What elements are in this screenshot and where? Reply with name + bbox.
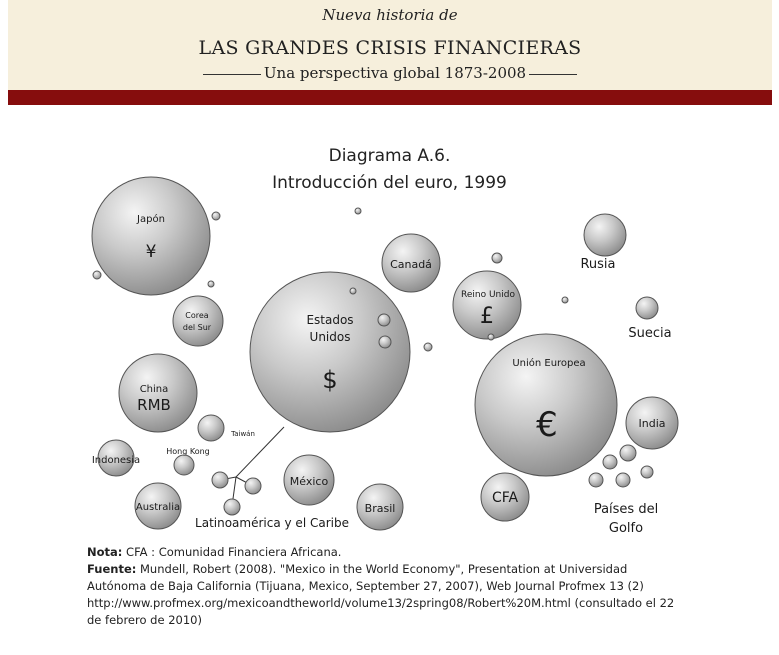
label-suecia: Suecia — [628, 326, 672, 341]
label-cfa: CFA — [491, 490, 519, 506]
label-golfo-2: Golfo — [608, 521, 644, 536]
book-series: Nueva historia de — [322, 6, 458, 24]
bubble-hong-kong — [174, 455, 194, 475]
bubble-latam-2 — [245, 478, 261, 494]
label-japon: Japón — [137, 214, 165, 225]
book-title: LAS GRANDES CRISIS FINANCIERAS — [198, 37, 582, 59]
label-corea-2: del Sur — [182, 323, 212, 332]
label-china: China — [139, 384, 169, 395]
label-taiwan: Taiwán — [231, 430, 255, 438]
bubble-taiwan — [198, 415, 224, 441]
bubble-golfo-4 — [616, 473, 630, 487]
bubble-japon — [92, 177, 210, 295]
bubble-latam-3 — [224, 499, 240, 515]
bubble-latam-1 — [212, 472, 228, 488]
label-corea-1: Corea — [185, 311, 209, 320]
source-text: Mundell, Robert (2008). "Mexico in the World Economy", Presentation at Universidad Autónoma de Baja California (Tijuana, Mexico, September 27, 2007), Web Journal Profmex 13 (2) http://www.profmex.org/mexicoandtheworld/volume13/2spring08/Robert%20M.html (consultado el 22 de febrero de 2010) — [87, 562, 675, 627]
bubble-golfo-1 — [603, 455, 617, 469]
label-rmb: RMB — [137, 396, 171, 414]
bubble-rusia — [584, 214, 626, 256]
label-brasil: Brasil — [364, 502, 396, 515]
bubble-small — [208, 281, 214, 287]
bubble-small — [424, 343, 432, 351]
book-subtitle: Una perspectiva global 1873-2008 — [263, 64, 527, 82]
source-notes — [87, 544, 687, 629]
bubble-golfo-2 — [620, 445, 636, 461]
bubble-small — [93, 271, 101, 279]
bubble-small — [350, 288, 356, 294]
bubble-small — [562, 297, 568, 303]
label-australia: Australia — [135, 502, 181, 513]
bubble-estados-unidos — [250, 272, 410, 432]
bubble-golfo-5 — [641, 466, 653, 478]
bubble-small — [355, 208, 361, 214]
label-reino-unido: Reino Unido — [461, 290, 515, 300]
symbol-pound: £ — [480, 304, 494, 329]
label-mexico: México — [289, 475, 329, 488]
label-estados-unidos-2: Unidos — [309, 330, 351, 344]
label-hong-kong: Hong Kong — [166, 447, 210, 456]
label-golfo-1: Países del — [593, 502, 659, 517]
label-union-europea: Unión Europea — [512, 358, 586, 369]
symbol-yen: ¥ — [145, 242, 157, 262]
source-label: Fuente: — [87, 562, 137, 576]
bubble-small — [492, 253, 502, 263]
note-line — [87, 544, 687, 561]
symbol-dollar: $ — [322, 366, 338, 394]
label-latinoamerica: Latinoamérica y el Caribe — [195, 516, 349, 530]
label-canada: Canadá — [390, 258, 432, 271]
symbol-euro: € — [536, 405, 558, 445]
diagram-title: Diagrama A.6. — [328, 146, 451, 166]
label-india: India — [638, 417, 666, 430]
source-line — [87, 561, 687, 629]
note-text: CFA : Comunidad Financiera Africana. — [122, 545, 342, 559]
bubble-small — [488, 334, 494, 340]
label-rusia: Rusia — [580, 257, 616, 272]
bubble-golfo-3 — [589, 473, 603, 487]
bubble-corea — [173, 296, 223, 346]
note-label: Nota: — [87, 545, 123, 559]
bubble-suecia — [636, 297, 658, 319]
label-estados-unidos-1: Estados — [306, 313, 354, 327]
label-indonesia: Indonesia — [91, 455, 141, 466]
bubble-small — [378, 314, 390, 326]
diagram-subtitle: Introducción del euro, 1999 — [272, 173, 507, 193]
bubble-small — [379, 336, 391, 348]
bubble-small — [212, 212, 220, 220]
